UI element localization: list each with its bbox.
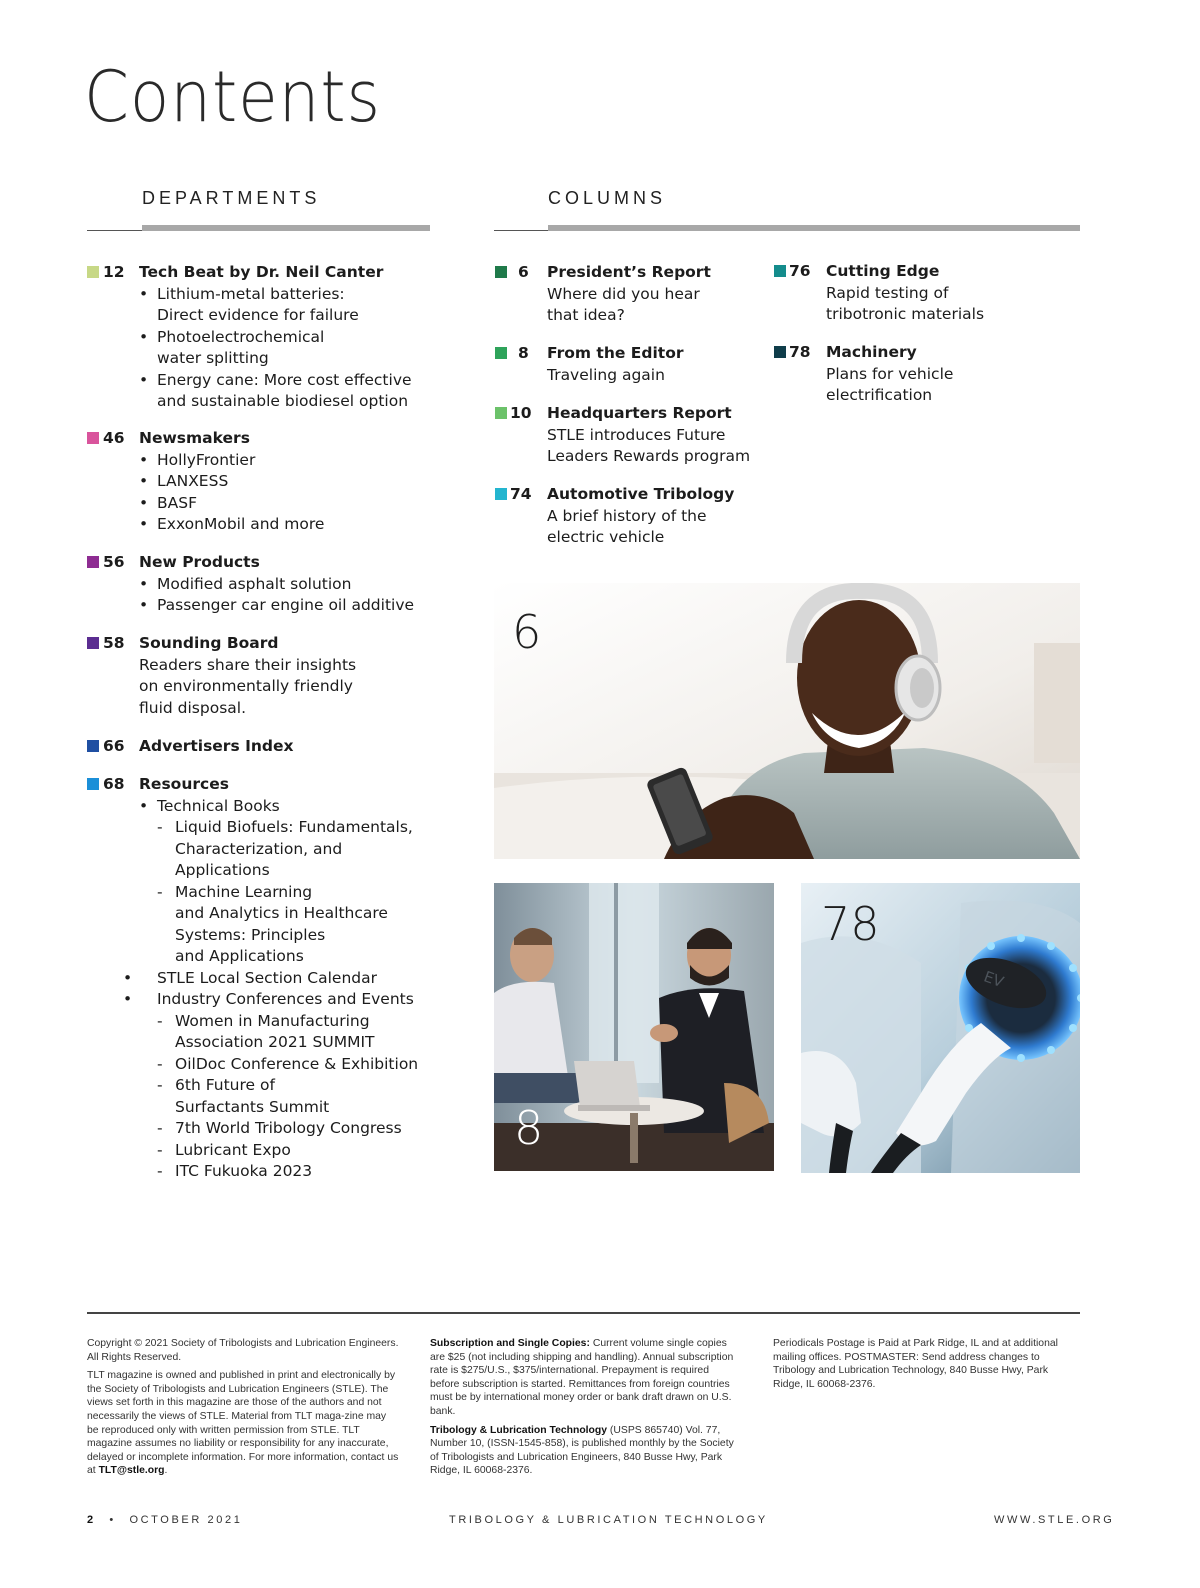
- folio-left: [87, 1514, 242, 1526]
- issue-date: OCTOBER 2021: [129, 1514, 243, 1526]
- list-subitem: - 7th World Tribology Congress: [139, 1118, 459, 1140]
- color-marker: [87, 637, 99, 649]
- page-number: 10: [510, 404, 532, 422]
- entry-title: Advertisers Index: [139, 737, 294, 755]
- columns-heading: COLUMNS: [548, 188, 667, 208]
- columns-rule: [494, 230, 550, 231]
- color-marker: [87, 740, 99, 752]
- entry-description: Readers share their insights on environmentally friendly fluid disposal.: [139, 655, 357, 717]
- folio-separator: •: [109, 1514, 116, 1526]
- page-number: 66: [103, 737, 125, 755]
- page-number: 12: [103, 263, 125, 281]
- list-subitem: - Lubricant Expo: [139, 1140, 459, 1162]
- contact-email-link[interactable]: TLT@stle.org: [98, 1465, 165, 1477]
- page-number: 74: [510, 485, 532, 503]
- list-item: • Industry Conferences and Events: [139, 989, 459, 1011]
- photo-ev-charging[interactable]: [801, 883, 1080, 1173]
- entry-description: Plans for vehicle electrification: [826, 364, 954, 404]
- page-number: 8: [518, 344, 529, 362]
- magazine-name: TRIBOLOGY & LUBRICATION TECHNOLOGY: [449, 1514, 768, 1526]
- color-marker: [774, 265, 786, 277]
- list-item: • STLE Local Section Calendar: [139, 968, 459, 990]
- entry-title: Automotive Tribology: [547, 485, 735, 503]
- color-marker: [495, 266, 507, 278]
- list-item: • Passenger car engine oil additive: [139, 595, 449, 617]
- departments-heading: DEPARTMENTS: [142, 188, 321, 208]
- list-item: • BASF: [139, 493, 439, 515]
- list-item: • LANXESS: [139, 471, 439, 493]
- color-marker: [495, 347, 507, 359]
- photo-page-number: 78: [821, 897, 880, 951]
- entry-title: Headquarters Report: [547, 404, 732, 422]
- website-link[interactable]: WWW.STLE.ORG: [994, 1514, 1115, 1526]
- list-subitem: - Machine Learning and Analytics in Healthcare Systems: Principles and Applications: [139, 882, 459, 968]
- photo-man-with-headphones[interactable]: [494, 583, 1080, 859]
- footer-divider: [87, 1312, 1080, 1314]
- list-subitem: - 6th Future of Surfactants Summit: [139, 1075, 459, 1118]
- entry-title: Sounding Board: [139, 634, 279, 652]
- page-number: 58: [103, 634, 125, 652]
- page-number: 6: [518, 263, 529, 281]
- photo-business-meeting[interactable]: [494, 883, 774, 1171]
- list-subitem: - OilDoc Conference & Exhibition: [139, 1054, 459, 1076]
- entry-description: Traveling again: [547, 365, 665, 384]
- color-marker: [87, 266, 99, 278]
- publication-info: Tribology & Lubrication Technology (USPS 865740) Vol. 77, Number 10, (ISSN-1545-858), is published monthly by the Society of Tribologists and Lubrication Engineers, 840 Busse Hwy, Park Ridge, IL 60068-2376.: [430, 1424, 734, 1477]
- footer-postage-column: [773, 1337, 1073, 1396]
- subscription-info: Subscription and Single Copies: Current volume single copies are $25 (not including shipping and handling). Annual subscription rate is $275/U.S., $375/international. Prepayment is required before subscription is started. Remittances from foreign countries must be by international money order or bank draft drawn on U.S. bank.: [430, 1338, 734, 1417]
- publisher-notice: TLT magazine is owned and published in print and electronically by the Society of Tribologists and Lubrication Engineers (STLE). The views set forth in this magazine are those of the authors and not necessarily the views of STLE. Material from TLT maga-zine may be reproduced only with written permission from STLE. TLT magazine assumes no liability or responsibility for any inaccurate, delayed or incomplete information. For more information, contact us at TLT@stle.org.: [87, 1370, 399, 1477]
- list-item: • ExxonMobil and more: [139, 514, 439, 536]
- list-subitem: - ITC Fukuoka 2023: [139, 1161, 459, 1183]
- entry-title: Resources: [139, 775, 229, 793]
- page-number: 56: [103, 553, 125, 571]
- page-number: 68: [103, 775, 125, 793]
- page-number: 76: [789, 262, 811, 280]
- list-item: • HollyFrontier: [139, 450, 439, 472]
- list-item: • Lithium-metal batteries: Direct evidence for failure: [139, 284, 439, 327]
- page-number: 46: [103, 429, 125, 447]
- entry-title: Newsmakers: [139, 429, 250, 447]
- entry-title: New Products: [139, 553, 260, 571]
- postage-info: Periodicals Postage is Paid at Park Ridge, IL and at additional mailing offices. POSTMASTER: Send address changes to Tribology and Lubrication Technology, 840 Busse Hwy, Park Ridge, IL 60068-2376.: [773, 1338, 1058, 1390]
- ev-label: EV: [981, 967, 1007, 992]
- entry-description: STLE introduces Future Leaders Rewards program: [547, 425, 751, 465]
- list-item: • Modified asphalt solution: [139, 574, 449, 596]
- columns-bar: [548, 225, 1080, 231]
- list-item: • Photoelectrochemical water splitting: [139, 327, 439, 370]
- list-subitem: - Women in Manufacturing Association 2021 SUMMIT: [139, 1011, 459, 1054]
- departments-bar: [142, 225, 430, 231]
- entry-title: Machinery: [826, 343, 917, 361]
- departments-rule: [87, 230, 143, 231]
- entry-description: Rapid testing of tribotronic materials: [826, 283, 985, 323]
- color-marker: [87, 778, 99, 790]
- page-number: 78: [789, 343, 811, 361]
- entry-title: Cutting Edge: [826, 262, 940, 280]
- photo-page-number: 8: [514, 1101, 544, 1155]
- entry-description: A brief history of the electric vehicle: [547, 506, 707, 546]
- page-title: Contents: [84, 56, 382, 138]
- list-item: • Energy cane: More cost effective and sustainable biodiesel option: [139, 370, 439, 413]
- entry-title: President’s Report: [547, 263, 711, 281]
- color-marker: [774, 346, 786, 358]
- footer-copyright-column: [87, 1337, 399, 1483]
- copyright-notice: Copyright © 2021 Society of Tribologists and Lubrication Engineers. All Rights Reserved.: [87, 1338, 399, 1363]
- list-subitem: - Liquid Biofuels: Fundamentals, Characterization, and Applications: [139, 817, 459, 882]
- footer-subscription-column: [430, 1337, 740, 1483]
- photo-page-number: 6: [512, 605, 542, 659]
- entry-title: Tech Beat by Dr. Neil Canter: [139, 263, 384, 281]
- page-number-folio: 2: [87, 1514, 96, 1526]
- man-with-phone-illustration: [494, 583, 1080, 859]
- color-marker: [495, 488, 507, 500]
- color-marker: [495, 407, 507, 419]
- list-item: • Technical Books: [139, 796, 459, 818]
- color-marker: [87, 556, 99, 568]
- entry-title: From the Editor: [547, 344, 684, 362]
- color-marker: [87, 432, 99, 444]
- entry-description: Where did you hear that idea?: [547, 284, 700, 324]
